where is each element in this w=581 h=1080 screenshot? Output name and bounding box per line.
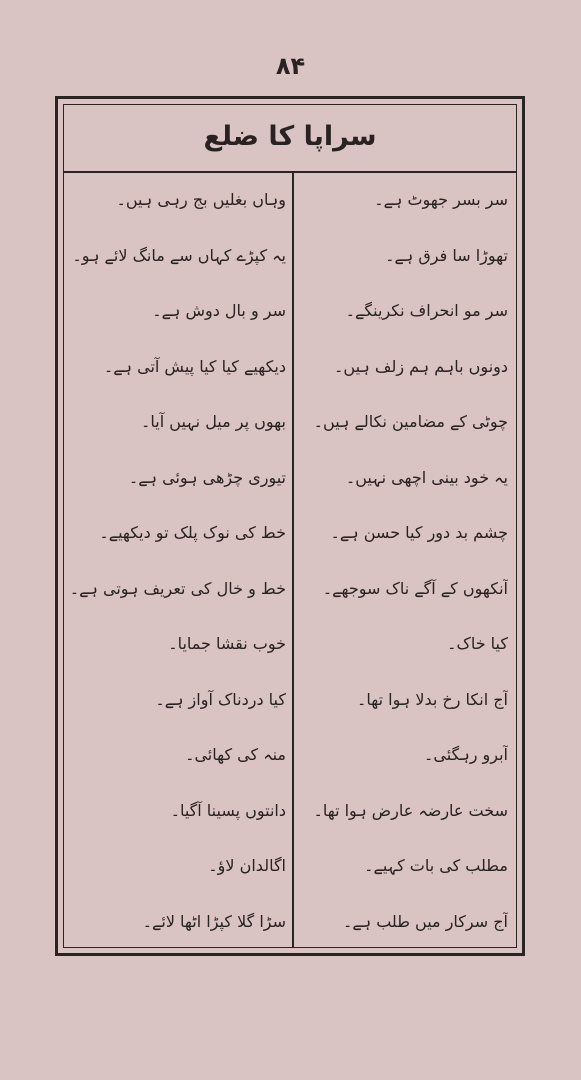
phrase-line: یہ خود بینی اچھی نہیں۔ (345, 467, 508, 487)
inner-frame (63, 104, 517, 948)
phrase-line: سخت عارضہ عارض ہوا تھا۔ (313, 800, 508, 820)
heading-rule (64, 171, 516, 173)
phrase-line: آج سرکار میں طلب ہے۔ (342, 911, 508, 931)
phrase-line: کیا دردناک آواز ہے۔ (155, 689, 286, 709)
phrase-line: دونوں باہم ہم زلف ہیں۔ (334, 356, 508, 376)
phrase-line: خط کی نوک پلک تو دیکھیے۔ (99, 523, 286, 542)
right-column (300, 185, 508, 962)
phrase-line: دیکھیے کیا کیا پیش آتی ہے۔ (103, 356, 286, 376)
phrase-line: تھوڑا سا فرق ہے۔ (385, 245, 508, 265)
phrase-line: دانتوں پسینا آگیا۔ (170, 800, 286, 820)
phrase-line: مطلب کی بات کہیے۔ (364, 856, 508, 875)
phrase-line: اگالدان لاؤ۔ (208, 856, 286, 875)
phrase-line: آبرو رہگئی۔ (423, 745, 508, 764)
left-column (70, 185, 286, 962)
phrase-line: سڑا گلا کپڑا اٹھا لائے۔ (142, 911, 286, 931)
column-divider (292, 173, 294, 947)
page-number: ۸۴ (275, 52, 306, 80)
phrase-line: سر مو انحراف نکرینگے۔ (345, 301, 508, 320)
phrase-line: آنکھوں کے آگے ناک سوجھے۔ (322, 578, 508, 598)
phrase-line: منہ کی کھائی۔ (185, 745, 286, 764)
section-heading: سراپا کا ضلع (203, 121, 377, 152)
phrase-line: چوٹی کے مضامین نکالے ہیں۔ (313, 412, 508, 431)
phrase-line: خط و خال کی تعریف ہوتی ہے۔ (70, 578, 286, 598)
phrase-line: چشم بد دور کیا حسن ہے۔ (330, 523, 508, 542)
phrase-line: بھوں پر میل نہیں آیا۔ (141, 412, 286, 431)
phrase-line: سر و بال دوش ہے۔ (152, 301, 286, 320)
phrase-line: تیوری چڑھی ہوئی ہے۔ (128, 467, 286, 487)
phrase-line: کیا خاک۔ (447, 634, 508, 653)
page-frame (55, 96, 525, 956)
phrase-line: خوب نقشا جمایا۔ (168, 634, 286, 653)
phrase-line: وہاں بغلیں بج رہی ہیں۔ (116, 190, 286, 209)
phrase-line: سر بسر جھوٹ ہے۔ (374, 190, 508, 209)
phrase-line: یہ کپڑے کہاں سے مانگ لائے ہو۔ (72, 245, 286, 265)
phrase-line: آج انکا رخ بدلا ہوا تھا۔ (356, 689, 508, 709)
